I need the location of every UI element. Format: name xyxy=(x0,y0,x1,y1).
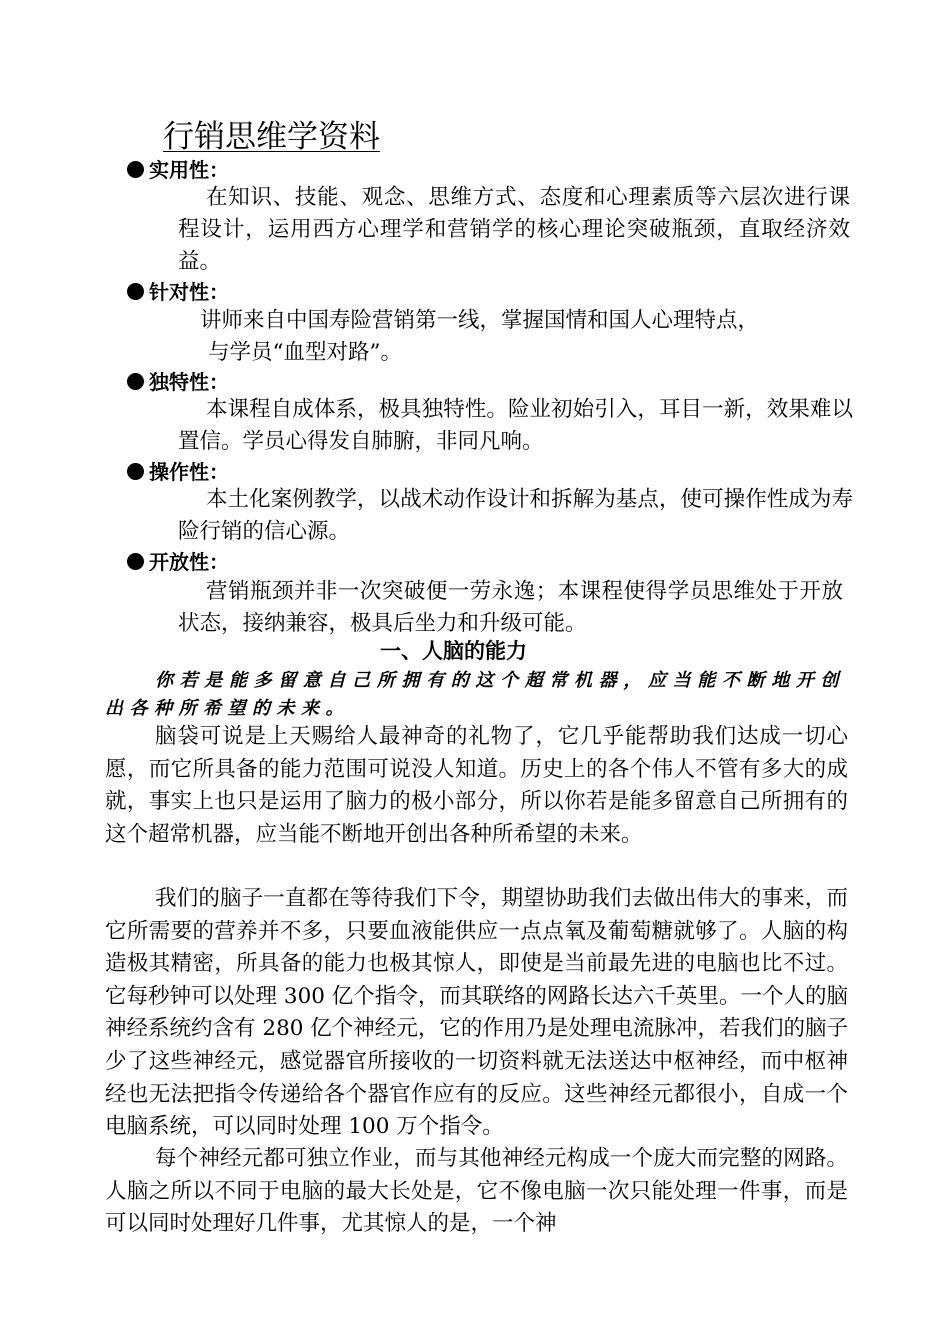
feature-heading-label: 开放性： xyxy=(149,550,229,574)
feature-heading-label: 针对性： xyxy=(149,280,229,304)
bullet-icon xyxy=(127,283,144,300)
feature-body-uniqueness: 本课程自成体系，极具独特性。险业初始引入，耳目一新，效果难以置信。学员心得发自肺腑，非同凡响。 xyxy=(178,397,853,454)
bullet-icon xyxy=(127,553,144,570)
feature-heading-targeting xyxy=(127,279,229,305)
document-title: 行销思维学资料 xyxy=(163,119,380,155)
feature-body-targeting-line1: 讲师来自中国寿险营销第一线，掌握国情和国人心理特点， xyxy=(200,308,760,333)
feature-body-practicality: 在知识、技能、观念、思维方式、态度和心理素质等六层次进行课程设计，运用西方心理学和营销学的核心理论突破瓶颈，直取经济效益。 xyxy=(178,185,850,274)
bullet-icon xyxy=(127,161,144,178)
feature-heading-label: 独特性： xyxy=(149,370,229,394)
bullet-icon xyxy=(127,373,144,390)
paragraph: 每个神经元都可独立作业，而与其他神经元构成一个庞大而完整的网路。人脑之所以不同于电脑的最大长处是，它不像电脑一次只能处理一件事，而是可以同时处理好几件事，尤其惊人的是，一个神 xyxy=(105,1146,848,1237)
feature-body-targeting-line2: 与学员“血型对路”。 xyxy=(208,340,402,365)
feature-heading-label: 实用性： xyxy=(149,158,229,182)
feature-body-operability: 本土化案例教学，以战术动作设计和拆解为基点，使可操作性成为寿险行销的信心源。 xyxy=(178,487,853,544)
feature-heading-uniqueness xyxy=(127,369,229,395)
paragraph: 我们的脑子一直都在等待我们下令，期望协助我们去做出伟大的事来，而它所需要的营养并不多，只要血液能供应一点点氧及葡萄糖就够了。人脑的构造极其精密，所具备的能力也极其惊人，即使是当前最先进的电脑也比不过。它每秒钟可以处理 300 亿个指令，而其联络的网路长达六千英里。一个人的脑神经系统约含有 280 亿个神经元，它的作用乃是处理电流脉冲，若我们的脑子少了这些神经元，感觉器官所接收的一切资料就无法送达中枢神经，而中枢神经也无法把指令传递给各个器官作应有的反应。这些神经元都很小，自成一个电脑系统，可以同时处理 100 万个指令。 xyxy=(105,886,848,1140)
feature-heading-label: 操作性： xyxy=(149,460,229,484)
feature-heading-operability xyxy=(127,459,229,485)
section-quote: 你若是能多留意自己所拥有的这个超常机器，应当能不断地开创出各种所希望的未来。 xyxy=(105,670,845,719)
feature-body-openness: 营销瓶颈并非一次突破便一劳永逸；本课程使得学员思维处于开放状态，接纳兼容，极具后坐力和升级可能。 xyxy=(178,579,843,636)
feature-heading-practicality xyxy=(127,157,229,183)
section-heading: 一、人脑的能力 xyxy=(380,639,527,663)
feature-heading-openness xyxy=(127,549,229,575)
paragraph: 脑袋可说是上天赐给人最神奇的礼物了，它几乎能帮助我们达成一切心愿，而它所具备的能力范围可说没人知道。历史上的各个伟人不管有多大的成就，事实上也只是运用了脑力的极小部分，所以你若是能多留意自己所拥有的这个超常机器，应当能不断地开创出各种所希望的未来。 xyxy=(105,724,848,847)
bullet-icon xyxy=(127,463,144,480)
